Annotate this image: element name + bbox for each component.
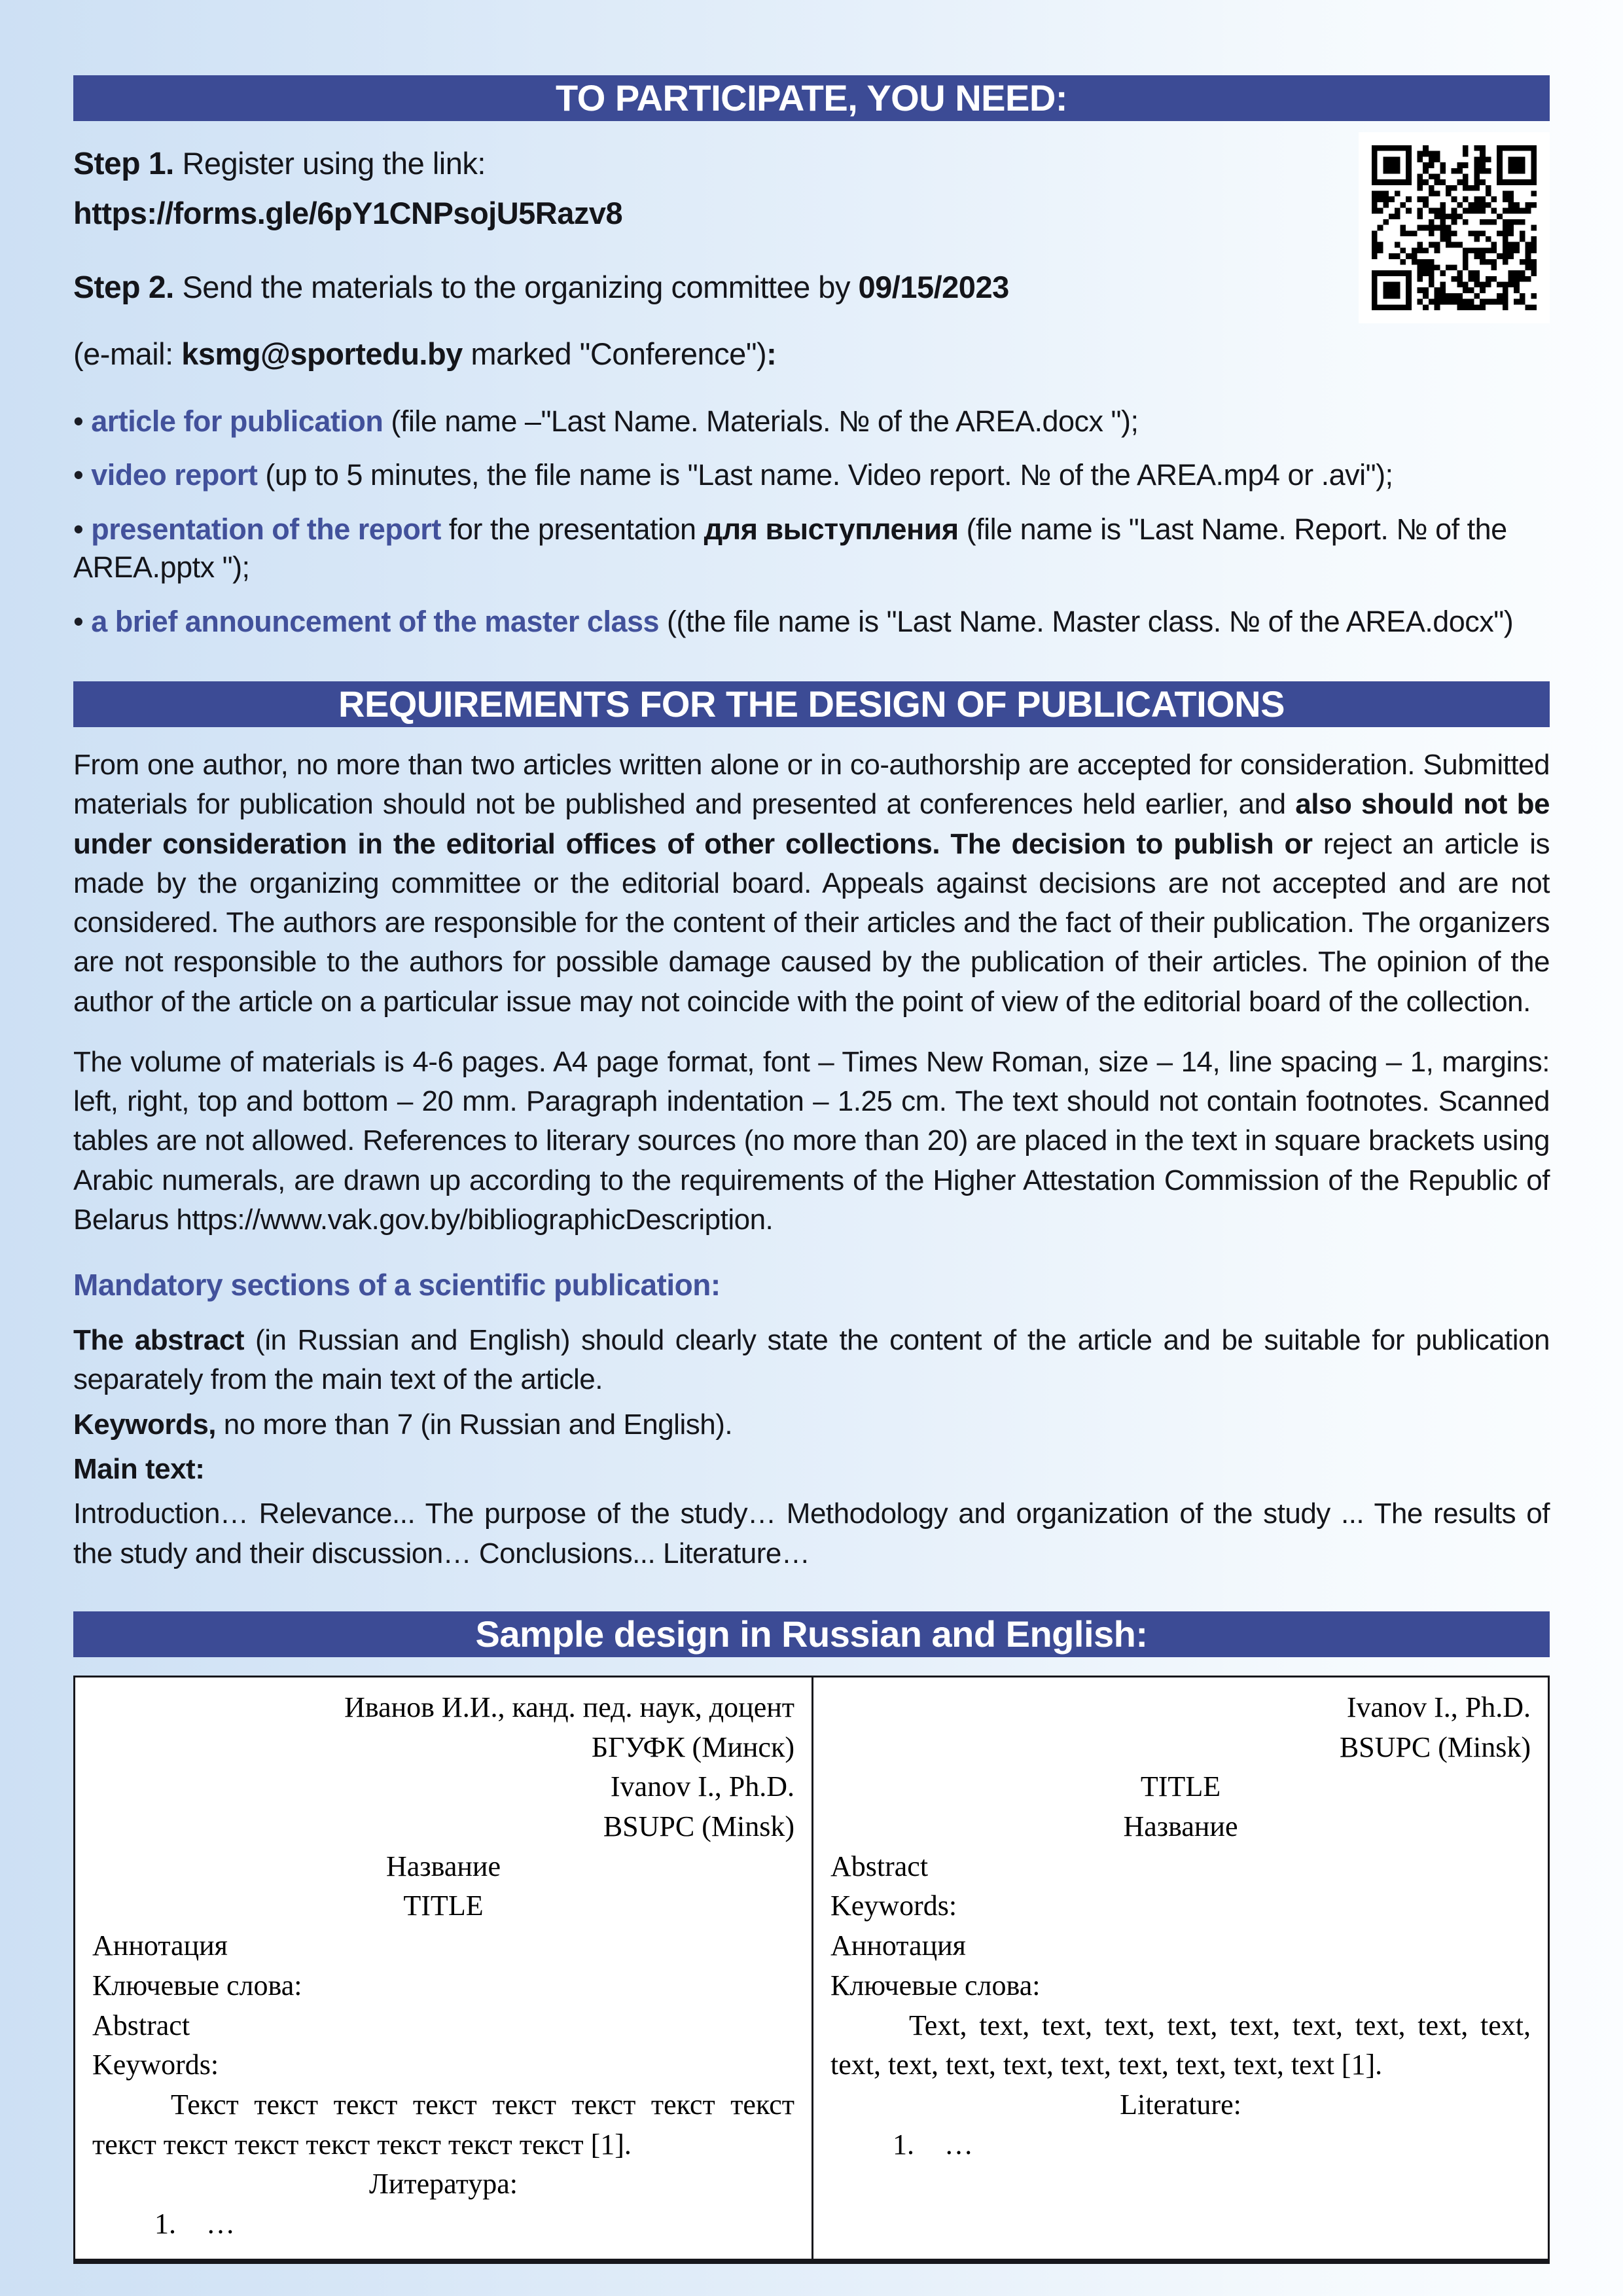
sample-design-table bbox=[73, 1676, 1550, 2264]
section-header-participate bbox=[73, 75, 1550, 121]
requirements-p1-bold: also should not be under consideration in the editorial offices of other collections. The decision to publish or bbox=[73, 788, 1550, 860]
qr-code bbox=[1359, 132, 1550, 323]
sample-en-org: BSUPC (Minsk) bbox=[1339, 1731, 1531, 1763]
sample-author-en: Ivanov I., Ph.D. bbox=[610, 1770, 794, 1803]
sample-keywords-en: Keywords: bbox=[92, 2049, 219, 2081]
registration-link-line bbox=[73, 194, 1550, 233]
registration-link[interactable]: https://forms.gle/6pY1CNPsojU5Razv8 bbox=[73, 196, 623, 230]
requirements-p1-a: From one author, no more than two articles written alone or in co-authorship are accepted for consideration. Submitted materials for publication should not be published and presented at conferences held earlier, and bbox=[73, 749, 1550, 821]
list-item-presentation-label: presentation of the report bbox=[91, 512, 441, 546]
list-item-presentation-text2: (file name is "Last Name. Report. № of the AREA.pptx "); bbox=[73, 512, 1507, 584]
mandatory-sections-heading: Mandatory sections of a scientific publication: bbox=[73, 1268, 721, 1302]
sample-title-en: TITLE bbox=[403, 1890, 484, 1922]
main-text-label: Main text: bbox=[73, 1452, 205, 1485]
keywords-paragraph bbox=[73, 1405, 1550, 1444]
requirements-p2-text: The volume of materials is 4-6 pages. A4 page format, font – Times New Roman, size – 14, line spacing – 1, margins: left, right, top and bottom – 20 mm. Paragraph indentation – 1.25 cm. The text should not contain footnotes. Scanned tables are not allowed. References to literary sources (no more than 20) are placed in the text in square brackets using Arabic numerals, are drawn up according to the requirements of the Higher Attestation Commission of the Republic of Belarus bbox=[73, 1045, 1550, 1236]
sample-literature-item-ru bbox=[92, 2204, 794, 2244]
step1-text: Register using the link: bbox=[173, 146, 486, 181]
step2-label: Step 2. bbox=[73, 270, 174, 305]
main-text-heading bbox=[73, 1450, 1550, 1489]
sample-literature-item-ru-text: … bbox=[206, 2208, 235, 2240]
vak-link[interactable]: https://www.vak.gov.by/bibliographicDescription bbox=[176, 1203, 766, 1236]
abstract-text: (in Russian and English) should clearly state the content of the article and be suitable for publication separately from the main text of the article. bbox=[73, 1324, 1550, 1396]
email-line bbox=[73, 335, 1550, 374]
list-item-video-text: (up to 5 minutes, the file name is "Last name. Video report. № of the AREA.mp4 or .avi"); bbox=[257, 458, 1393, 492]
email-suffix: : bbox=[766, 336, 777, 371]
sample-en-abstract: Abstract bbox=[830, 1850, 929, 1882]
sample-annotation-ru: Аннотация bbox=[92, 1929, 228, 1962]
sample-literature-item-en-text: … bbox=[944, 2128, 973, 2161]
step2-text: Send the materials to the organizing committee by bbox=[173, 269, 859, 304]
list-item-video bbox=[73, 456, 1550, 495]
list-item-presentation bbox=[73, 511, 1550, 587]
email-address[interactable]: ksmg@sportedu.by bbox=[181, 336, 463, 371]
section-header-requirements-title: REQUIREMENTS FOR THE DESIGN OF PUBLICATIONS bbox=[338, 683, 1285, 725]
steps-section bbox=[73, 145, 1550, 374]
sample-literature-item-en-num: 1. bbox=[893, 2128, 914, 2161]
keywords-label: Keywords, bbox=[73, 1408, 217, 1441]
section-header-sample-title: Sample design in Russian and English: bbox=[475, 1613, 1148, 1655]
requirements-p2-end: . bbox=[765, 1203, 774, 1236]
list-item-masterclass-label: a brief announcement of the master class bbox=[91, 604, 660, 638]
qr-code-icon bbox=[1372, 145, 1537, 310]
table-cell-english bbox=[812, 1677, 1548, 2259]
list-item-presentation-text: for the presentation bbox=[440, 512, 704, 546]
sample-en-keywords: Keywords: bbox=[830, 1890, 957, 1922]
list-item-masterclass-text: ((the file name is "Last Name. Master class. № of the AREA.docx") bbox=[659, 604, 1514, 638]
list-item-video-label: video report bbox=[91, 458, 258, 492]
deadline-date: 09/15/2023 bbox=[858, 269, 1009, 304]
abstract-label: The abstract bbox=[73, 1324, 244, 1357]
sample-literature-ru: Литература: bbox=[369, 2168, 518, 2200]
list-item-article bbox=[73, 403, 1550, 441]
sample-org-ru: БГУФК (Минск) bbox=[591, 1731, 794, 1763]
abstract-paragraph bbox=[73, 1321, 1550, 1400]
list-item-masterclass bbox=[73, 603, 1550, 641]
step1-line bbox=[73, 145, 1550, 184]
sample-literature-item-en bbox=[830, 2125, 1531, 2165]
section-header-sample bbox=[73, 1611, 1550, 1657]
sample-keywords-ru: Ключевые слова: bbox=[92, 1969, 302, 2001]
sample-abstract-en: Abstract bbox=[92, 2009, 190, 2041]
sample-org-en: BSUPC (Minsk) bbox=[603, 1810, 794, 1842]
step1-label: Step 1. bbox=[73, 147, 174, 181]
list-item-presentation-ru: для выступления bbox=[704, 512, 959, 546]
requirements-paragraph-1 bbox=[73, 745, 1550, 1022]
section-header-requirements bbox=[73, 681, 1550, 727]
sample-body-text-ru: Текст текст текст текст текст текст текст текст текст текст текст текст текст текст текст [1]. bbox=[92, 2088, 794, 2161]
sample-en-title: TITLE bbox=[1140, 1770, 1221, 1803]
sample-en-body-text: Text, text, text, text, text, text, text, text, text, text, text, text, text, text, text, text, text, text, text [1]. bbox=[830, 2009, 1531, 2081]
sample-literature-item-ru-num: 1. bbox=[154, 2208, 176, 2240]
email-middle: marked "Conference") bbox=[462, 336, 767, 371]
table-cell-russian bbox=[75, 1677, 812, 2259]
sample-en-literature: Literature: bbox=[1120, 2088, 1241, 2121]
sample-author-ru: Иванов И.И., канд. пед. наук, доцент bbox=[344, 1691, 794, 1723]
materials-list bbox=[73, 403, 1550, 641]
step2-line bbox=[73, 268, 1550, 308]
list-item-article-label: article for publication bbox=[91, 404, 383, 438]
list-item-article-text: (file name –"Last Name. Materials. № of the AREA.docx "); bbox=[383, 404, 1139, 438]
requirements-paragraph-2 bbox=[73, 1043, 1550, 1240]
sample-en-author: Ivanov I., Ph.D. bbox=[1346, 1691, 1531, 1723]
requirements-p1-b: reject an article is made by the organizing committee or the editorial board. Appeals against decisions are not accepted and are not considered. The authors are responsible for the content of their articles and the fact of their publication. The organizers are not responsible to the authors for possible damage caused by the publication of their articles. The opinion of the author of the article on a particular issue may not coincide with the point of view of the editorial board of the collection. bbox=[73, 827, 1550, 1018]
sample-en-annotation-ru: Аннотация bbox=[830, 1929, 966, 1962]
sample-en-keywords-ru: Ключевые слова: bbox=[830, 1969, 1041, 2001]
sample-en-title-ru: Название bbox=[1123, 1810, 1238, 1842]
email-prefix: (e-mail: bbox=[73, 336, 182, 371]
intro-paragraph: Introduction… Relevance... The purpose of the study… Methodology and organization of the study ... The results of the study and their discussion… Conclusions... Literature… bbox=[73, 1498, 1550, 1570]
section-header-participate-title: TO PARTICIPATE, YOU NEED: bbox=[556, 77, 1067, 118]
sample-title-ru: Название bbox=[385, 1850, 501, 1882]
keywords-text: no more than 7 (in Russian and English). bbox=[216, 1408, 733, 1441]
